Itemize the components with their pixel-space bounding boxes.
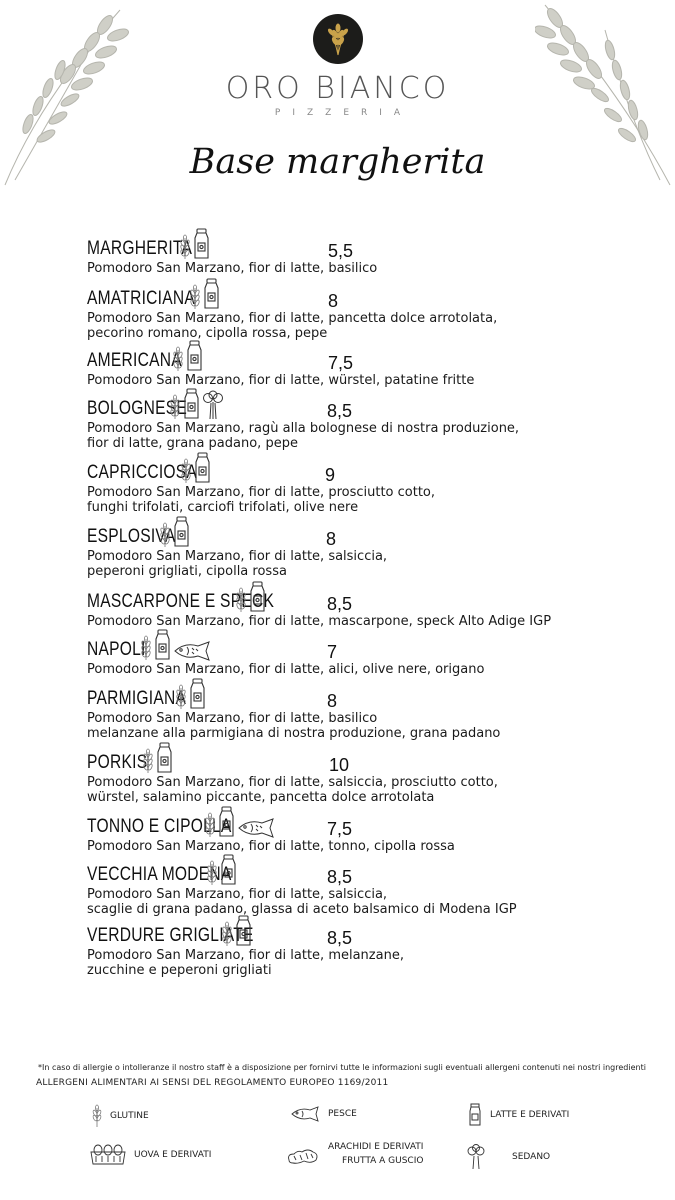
menu-item-price: 8 <box>327 691 338 711</box>
menu-item <box>87 746 647 805</box>
wheat-icon <box>180 458 192 484</box>
description-line: pecorino romano, cipolla rossa, pepe <box>87 326 328 341</box>
menu-item-header <box>87 456 647 484</box>
allergen-icons <box>175 678 206 710</box>
description-line: Pomodoro San Marzano, fior di latte, salsiccia, prosciutto cotto, <box>87 775 498 790</box>
menu-item <box>87 392 647 451</box>
menu-item <box>87 810 647 854</box>
menu-item-price: 8 <box>328 291 339 311</box>
menu-item-name: ESPLOSIVA <box>87 526 176 547</box>
description-line: melanzane alla parmigiana di nostra produzione, grana padano <box>87 726 501 741</box>
legend-nuts-line1: ARACHIDI E DERIVATI <box>328 1142 424 1152</box>
menu-item <box>87 682 647 741</box>
description-line: Pomodoro San Marzano, fior di latte, basilico <box>87 261 378 276</box>
wheat-icon <box>189 284 201 310</box>
description-line: Pomodoro San Marzano, fior di latte, melanzane, <box>87 948 404 963</box>
description-line: fior di latte, grana padano, pepe <box>87 436 298 451</box>
description-line: Pomodoro San Marzano, fior di latte, salsiccia, <box>87 549 388 564</box>
legend-milk <box>468 1103 569 1127</box>
milk-icon <box>189 678 206 710</box>
peanut-icon <box>286 1142 320 1166</box>
legend-nuts-label <box>328 1140 423 1168</box>
wheat-icon <box>206 860 218 886</box>
menu-item-description <box>87 421 647 451</box>
menu-item-name: PORKIS <box>87 752 148 773</box>
wheat-icon <box>169 394 181 420</box>
wheat-icon <box>235 587 247 613</box>
menu-item-description <box>87 887 647 917</box>
allergen-icons <box>235 581 266 613</box>
legend-nuts <box>286 1140 423 1168</box>
menu-item-price: 8,5 <box>327 401 353 421</box>
legend-celery-label: SEDANO <box>512 1152 551 1162</box>
description-line: Pomodoro San Marzano, fior di latte, mascarpone, speck Alto Adige IGP <box>87 614 552 629</box>
menu-item <box>87 919 647 978</box>
wheat-icon <box>159 522 171 548</box>
description-line: würstel, salamino piccante, pancetta dolce arrotolata <box>87 790 435 805</box>
menu-item-name: CAPRICCIOSA <box>87 462 198 483</box>
milk-icon <box>154 629 171 661</box>
milk-icon <box>235 915 252 947</box>
menu-item-header <box>87 344 647 372</box>
legend-egg <box>90 1144 211 1166</box>
menu-item-description <box>87 662 647 677</box>
allergen-icons <box>142 742 173 774</box>
menu-item-name: TONNO E CIPOLLA <box>87 816 232 837</box>
description-line: Pomodoro San Marzano, fior di latte, tonno, cipolla rossa <box>87 839 455 854</box>
allergen-icons <box>179 228 210 260</box>
golden-wheat-icon <box>323 21 353 57</box>
legend-milk-label: LATTE E DERIVATI <box>490 1110 570 1120</box>
allergen-icons <box>189 278 220 310</box>
menu-item-header <box>87 682 647 710</box>
menu-item-header <box>87 232 647 260</box>
description-line: zucchine e peperoni grigliati <box>87 963 272 978</box>
menu-item-description <box>87 839 647 854</box>
wheat-icon <box>142 748 154 774</box>
legend-gluten-label: GLUTINE <box>110 1111 149 1121</box>
menu-item-header <box>87 282 647 310</box>
milk-icon <box>183 388 200 420</box>
menu-item-name: AMATRICIANA <box>87 288 196 309</box>
menu-item-description <box>87 373 647 388</box>
allergen-icons <box>180 452 211 484</box>
legend-fish-label: PESCE <box>328 1109 357 1119</box>
menu-item-description <box>87 711 647 741</box>
menu-item-price: 7 <box>327 642 338 662</box>
allergen-icons <box>159 516 190 548</box>
wheat-icon <box>140 635 152 661</box>
wheat-icon <box>204 812 216 838</box>
milk-icon <box>218 806 235 838</box>
menu-item <box>87 282 647 341</box>
menu-item-header <box>87 919 647 947</box>
menu-item-header <box>87 633 647 661</box>
menu-item-price: 8,5 <box>327 928 353 948</box>
menu-item-description <box>87 549 647 579</box>
menu-item-header <box>87 746 647 774</box>
celery-icon <box>466 1144 486 1170</box>
menu-item <box>87 858 647 917</box>
description-line: Pomodoro San Marzano, fior di latte, prosciutto cotto, <box>87 485 436 500</box>
wheat-icon <box>221 921 233 947</box>
description-line: scaglie di grana padano, glassa di aceto balsamico di Modena IGP <box>87 902 517 917</box>
allergen-icons <box>169 388 224 420</box>
fish-icon <box>290 1106 320 1122</box>
menu-item-price: 5,5 <box>328 241 354 261</box>
milk-icon <box>220 854 237 886</box>
menu-item-name: MASCARPONE E SPECK <box>87 591 275 612</box>
fish-icon <box>237 818 275 838</box>
milk-icon <box>203 278 220 310</box>
menu-item-price: 8,5 <box>327 594 353 614</box>
menu-item-name: PARMIGIANA <box>87 688 187 709</box>
menu-item-name: NAPOLI <box>87 639 146 660</box>
milk-icon <box>194 452 211 484</box>
legend-fish <box>290 1106 357 1122</box>
menu-item <box>87 633 647 677</box>
wheat-icon <box>92 1104 102 1128</box>
menu-item-description <box>87 311 647 341</box>
description-line: funghi trifolati, carciofi trifolati, olive nere <box>87 500 359 515</box>
menu-item-price: 8,5 <box>327 867 353 887</box>
brand-subtitle: PIZZERIA <box>274 108 413 118</box>
menu-item-price: 9 <box>325 465 336 485</box>
menu-item <box>87 344 647 388</box>
wheat-icon <box>175 684 187 710</box>
milk-icon <box>193 228 210 260</box>
menu-item-header <box>87 858 647 886</box>
menu-item-price: 10 <box>329 755 350 775</box>
menu-item <box>87 520 647 579</box>
menu-item-name: VECCHIA MODENA <box>87 864 232 885</box>
egg-carton-icon <box>90 1144 126 1166</box>
allergen-icons <box>172 340 203 372</box>
allergen-regulation: ALLERGENI ALIMENTARI AI SENSI DEL REGOLAMENTO EUROPEO 1169/2011 <box>36 1078 389 1088</box>
wheat-icon <box>179 234 191 260</box>
allergen-icons <box>221 915 252 947</box>
menu-item-name: VERDURE GRIGLIATE <box>87 925 254 946</box>
milk-icon <box>468 1103 482 1127</box>
celery-icon <box>202 390 224 420</box>
allergen-icons <box>206 854 237 886</box>
legend-egg-label: UOVA E DERIVATI <box>134 1150 212 1160</box>
menu-item-price: 7,5 <box>328 353 354 373</box>
milk-icon <box>173 516 190 548</box>
menu-item-name: BOLOGNESE <box>87 398 188 419</box>
menu-item-description <box>87 614 647 629</box>
wheat-icon <box>172 346 184 372</box>
milk-icon <box>186 340 203 372</box>
description-line: Pomodoro San Marzano, fior di latte, pancetta dolce arrotolata, <box>87 311 498 326</box>
description-line: Pomodoro San Marzano, fior di latte, alici, olive nere, origano <box>87 662 485 677</box>
menu-item <box>87 232 647 276</box>
legend-gluten <box>92 1104 149 1128</box>
menu-item-description <box>87 775 647 805</box>
menu-item-name: AMERICANA <box>87 350 182 371</box>
description-line: Pomodoro San Marzano, fior di latte, salsiccia, <box>87 887 388 902</box>
menu-item-header <box>87 585 647 613</box>
allergen-icons <box>140 629 211 661</box>
description-line: Pomodoro San Marzano, fior di latte, basilico <box>87 711 378 726</box>
menu-item-description <box>87 485 647 515</box>
menu-item-header <box>87 520 647 548</box>
menu-item-header <box>87 392 647 420</box>
menu-item-description <box>87 261 647 276</box>
allergy-note: *In caso di allergie o intolleranze il nostro staff è a disposizione per fornirvi tutte le informazioni sugli eventuali allergeni contenuti nei nostri ingredienti <box>38 1063 646 1072</box>
logo-emblem <box>313 14 363 64</box>
allergen-icons <box>204 806 275 838</box>
menu-item <box>87 585 647 629</box>
brand-logo <box>0 14 675 118</box>
menu-item-header <box>87 810 647 838</box>
menu-item <box>87 456 647 515</box>
description-line: Pomodoro San Marzano, fior di latte, würstel, patatine fritte <box>87 373 475 388</box>
fish-icon <box>173 641 211 661</box>
legend-nuts-line2: FRUTTA A GUSCIO <box>341 1156 424 1166</box>
menu-item-name: MARGHERITA <box>87 238 193 259</box>
milk-icon <box>249 581 266 613</box>
milk-icon <box>156 742 173 774</box>
brand-name: ORO BIANCO <box>225 71 450 106</box>
description-line: Pomodoro San Marzano, ragù alla bolognese di nostra produzione, <box>87 421 520 436</box>
menu-item-price: 7,5 <box>327 819 353 839</box>
menu-item-description <box>87 948 647 978</box>
section-title: Base margherita <box>189 142 486 182</box>
description-line: peperoni grigliati, cipolla rossa <box>87 564 287 579</box>
legend-celery <box>466 1144 550 1170</box>
menu-item-price: 8 <box>326 529 337 549</box>
